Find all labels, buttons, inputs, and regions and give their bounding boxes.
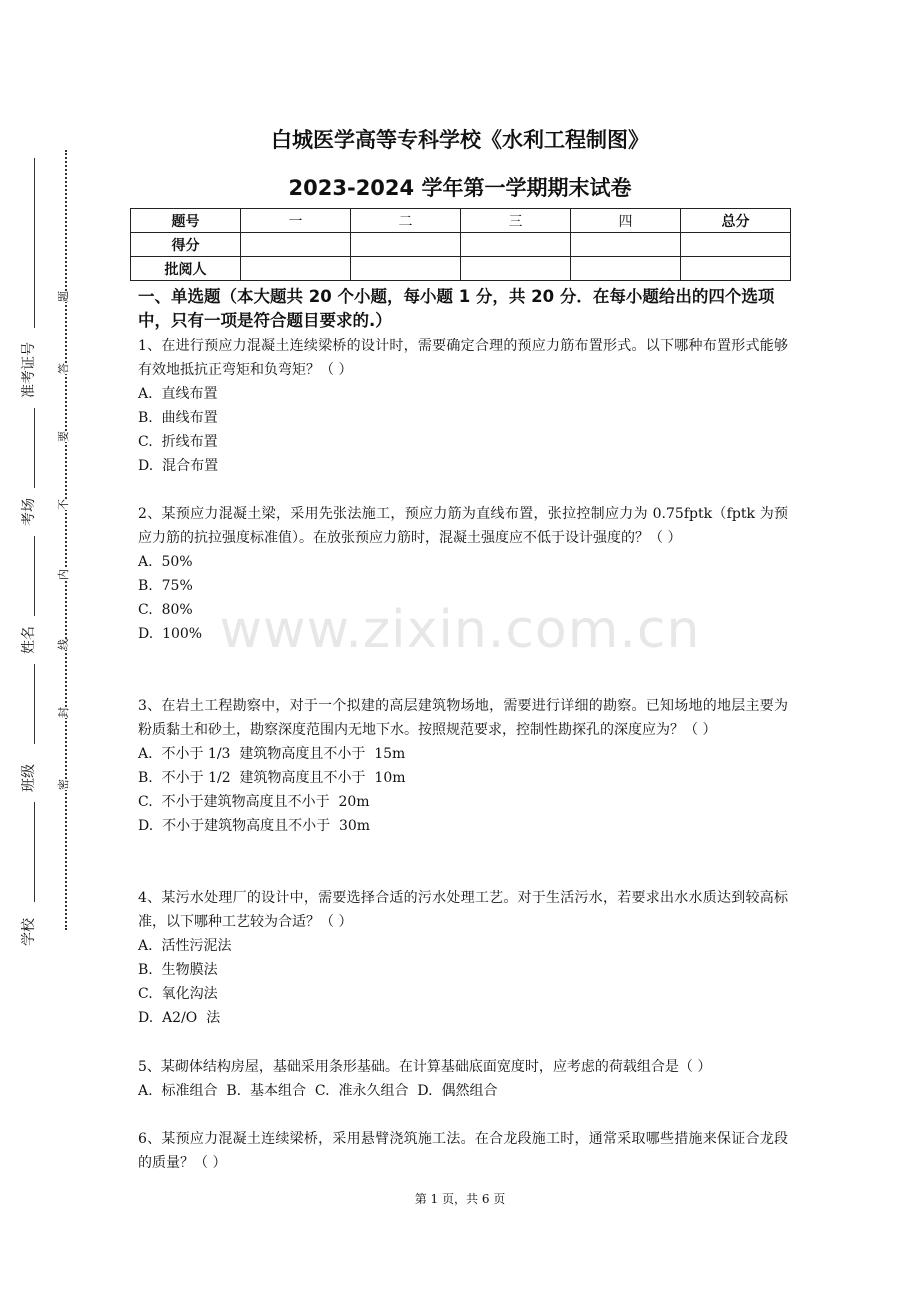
score-row-label: 得分 bbox=[131, 233, 241, 257]
question-option: A. 不小于 1/3 建筑物高度且不小于 15m bbox=[138, 746, 406, 762]
field-label-class: 班级 bbox=[21, 764, 37, 792]
seal-char: 密 bbox=[57, 779, 70, 790]
score-table-header-row bbox=[131, 209, 791, 233]
question-option: A. 直线布置 bbox=[138, 386, 218, 402]
seal-char: 不 bbox=[57, 499, 70, 510]
score-table-header-cell: 二 bbox=[351, 209, 461, 233]
field-label-school: 学校 bbox=[21, 918, 37, 946]
question-stem: 6、某预应力混凝土连续梁桥，采用悬臂浇筑施工法。在合龙段施工时，通常采取哪些措施来保证合龙段的质量？（ ） bbox=[138, 1131, 788, 1171]
question bbox=[138, 334, 788, 478]
score-cell[interactable] bbox=[571, 233, 681, 257]
field-label-name: 姓名 bbox=[21, 626, 37, 654]
question-option: B. 生物膜法 bbox=[138, 962, 218, 978]
question-stem: 5、某砌体结构房屋，基础采用条形基础。在计算基础底面宽度时，应考虑的荷载组合是（ ） bbox=[138, 1059, 712, 1075]
seal-char: 要 bbox=[57, 431, 70, 442]
seal-char: 封 bbox=[57, 707, 70, 718]
score-table-header-cell: 四 bbox=[571, 209, 681, 233]
question-stem: 3、在岩土工程勘察中，对于一个拟建的高层建筑物场地，需要进行详细的勘察。已知场地的地层主要为粉质黏土和砂土，勘察深度范围内无地下水。按照规范要求，控制性勘探孔的深度应为？（ ） bbox=[138, 698, 788, 738]
score-cell[interactable] bbox=[681, 257, 791, 281]
question-option: C. 80% bbox=[138, 602, 193, 618]
score-table-header-cell: 总分 bbox=[681, 209, 791, 233]
score-table-header-cell: 一 bbox=[241, 209, 351, 233]
question-option: B. 75% bbox=[138, 578, 193, 594]
question-option: C. 折线布置 bbox=[138, 434, 218, 450]
score-table-header-cell: 题号 bbox=[131, 209, 241, 233]
score-table bbox=[130, 208, 791, 281]
question-stem: 4、某污水处理厂的设计中，需要选择合适的污水处理工艺。对于生活污水，若要求出水水质达到较高标准，以下哪种工艺较为合适？（ ） bbox=[138, 890, 788, 930]
question-option: D. A2/O 法 bbox=[138, 1010, 221, 1026]
section-title: 一、单选题（本大题共 20 个小题，每小题 1 分，共 20 分．在每小题给出的四个选项中，只有一项是符合题目要求的.） bbox=[138, 287, 775, 330]
question-option: D. 不小于建筑物高度且不小于 30m bbox=[138, 818, 371, 834]
question-option: C. 氧化沟法 bbox=[138, 986, 218, 1002]
question-option: B. 曲线布置 bbox=[138, 410, 218, 426]
seal-char: 内 bbox=[57, 569, 70, 580]
question bbox=[138, 1055, 788, 1103]
score-table-row bbox=[131, 233, 791, 257]
seal-char: 题 bbox=[57, 291, 70, 302]
score-cell[interactable] bbox=[351, 233, 461, 257]
watermark: www.zixin.com.cn bbox=[219, 600, 701, 660]
score-cell[interactable] bbox=[351, 257, 461, 281]
page-footer: 第 1 页，共 6 页 bbox=[414, 1192, 506, 1206]
question-stem: 1、在进行预应力混凝土连续梁桥的设计时，需要确定合理的预应力筋布置形式。以下哪种布置形式能够有效地抵抗正弯矩和负弯矩？（ ） bbox=[138, 338, 788, 378]
question-option: D. 混合布置 bbox=[138, 458, 219, 474]
exam-subtitle: 2023-2024 学年第一学期期末试卷 bbox=[288, 176, 632, 200]
question-option: C. 不小于建筑物高度且不小于 20m bbox=[138, 794, 370, 810]
score-cell[interactable] bbox=[241, 233, 351, 257]
score-table-header-cell: 三 bbox=[461, 209, 571, 233]
question bbox=[138, 1127, 788, 1175]
question-option: D. 100% bbox=[138, 626, 203, 642]
score-cell[interactable] bbox=[681, 233, 791, 257]
field-label-exam-id: 准考证号 bbox=[21, 342, 37, 398]
question bbox=[138, 694, 788, 838]
question-option: B. 不小于 1/2 建筑物高度且不小于 10m bbox=[138, 770, 406, 786]
exam-title: 白城医学高等专科学校《水利工程制图》 bbox=[271, 128, 649, 152]
score-table-row bbox=[131, 257, 791, 281]
question bbox=[138, 886, 788, 1030]
score-cell[interactable] bbox=[461, 257, 571, 281]
score-row-label: 批阅人 bbox=[131, 257, 241, 281]
question-option: A. 50% bbox=[138, 554, 193, 570]
field-label-exam-room: 考场 bbox=[21, 498, 37, 526]
question-option: A. 标准组合 B. 基本组合 C. 准永久组合 D. 偶然组合 bbox=[138, 1083, 498, 1099]
question-option: A. 活性污泥法 bbox=[138, 938, 232, 954]
seal-char: 答 bbox=[57, 363, 70, 374]
seal-char: 线 bbox=[57, 639, 70, 650]
score-cell[interactable] bbox=[461, 233, 571, 257]
question-stem: 2、某预应力混凝土梁，采用先张法施工，预应力筋为直线布置，张拉控制应力为 0.75fptk（fptk 为预应力筋的抗拉强度标准值）。在放张预应力筋时，混凝土强度应不低于设计强度的？（ ） bbox=[138, 506, 788, 546]
score-cell[interactable] bbox=[241, 257, 351, 281]
binding-dotted-line bbox=[65, 150, 67, 930]
score-cell[interactable] bbox=[571, 257, 681, 281]
